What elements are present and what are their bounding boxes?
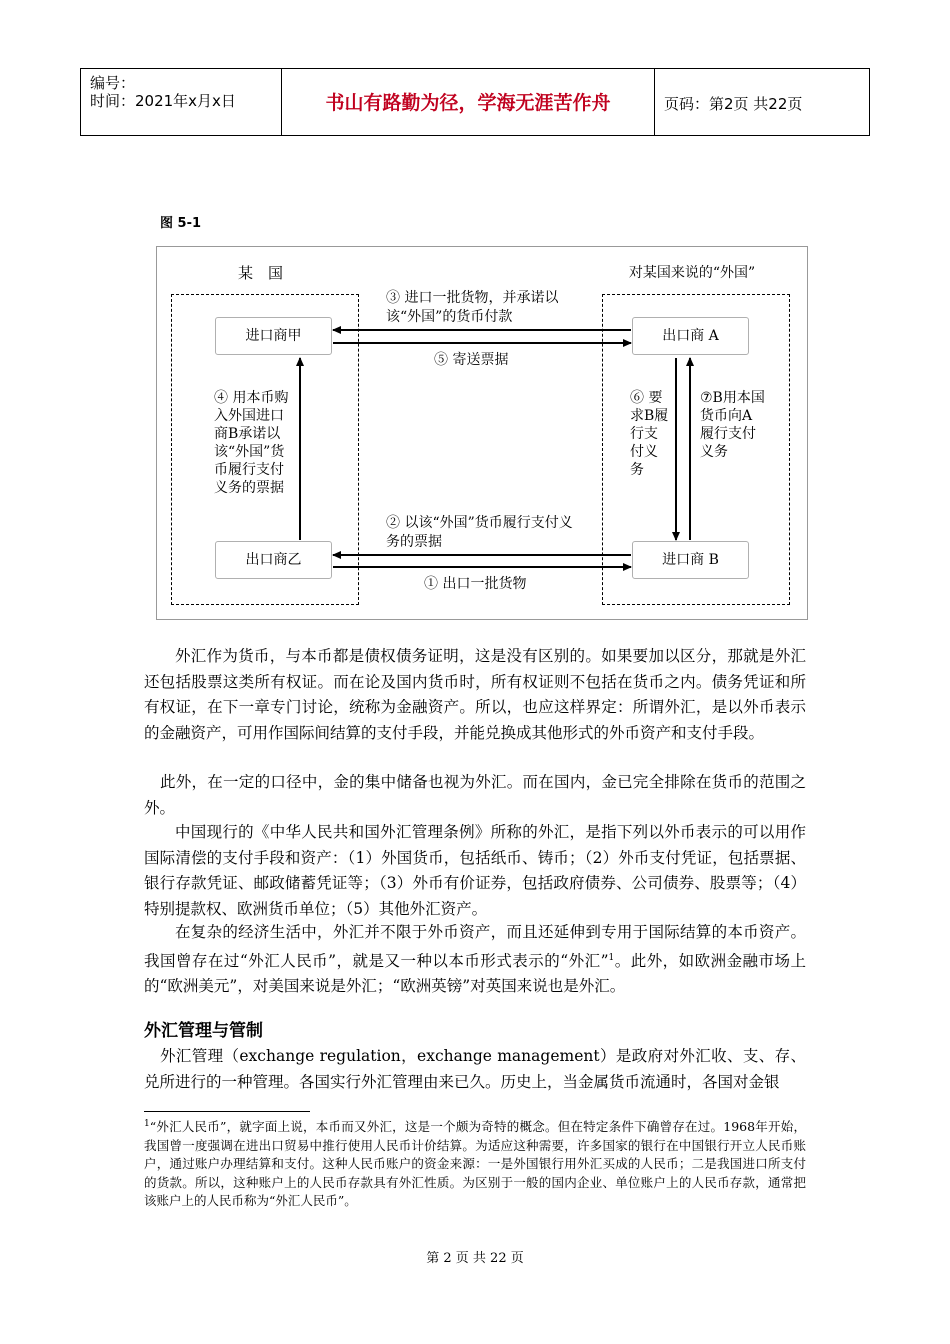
header-motto: 书山有路勤为径，学海无涯苦作舟	[325, 92, 611, 114]
step-6-label: ⑥ 要求B履行支付义务	[630, 390, 669, 478]
section-heading: 外汇管理与管制	[144, 1021, 263, 1041]
step-5-label: ⑤ 寄送票据	[434, 352, 509, 368]
party-importer-b: 进口商 B	[632, 541, 749, 579]
footnote-mark: 1	[144, 1119, 150, 1129]
paragraph: 外汇作为货币，与本币都是债权债务证明，这是没有区别的。如果要加以区分，那就是外汇还包括股票这类所有权证。而在论及国内货币时，所有权证则不包括在货币之内。债务凭证和所有权证，在下一章专门讨论，统称为金融资产。所以，也应这样界定：所谓外汇，是以外币表示的金融资产，可用作国际间结算的支付手段，并能兑换成其他形式的外币资产和支付手段。	[144, 647, 806, 742]
paragraph: 外汇管理（exchange regulation，exchange management）是政府对外汇收、支、存、兑所进行的一种管理。各国实行外汇管理由来已久。历史上，当金属货币流通时，各国对金银	[144, 1047, 806, 1091]
step-3-label: ③ 进口一批货物，并承诺以该“外国”的货币付款	[386, 290, 559, 325]
step-1-label: ① 出口一批货物	[424, 576, 527, 592]
footnote-ref[interactable]: 1	[608, 952, 615, 963]
page-footer: 第 2 页 共 22 页	[426, 1251, 524, 1266]
party-importer-a: 进口商甲	[215, 317, 332, 355]
paragraph-text: 在复杂的经济生活中，外汇并不限于外币资产，而且还延伸到专用于国际结算的本币资产。我国曾存在过“外汇人民币”，就是又一种以本币形式表示的“外汇”	[144, 923, 806, 970]
page-info: 页码：第2页 共22页	[664, 95, 803, 113]
region-label-foreign: 对某国来说的“外国”	[628, 265, 756, 281]
figure-caption: 图 5-1	[160, 216, 202, 231]
paragraph	[144, 920, 806, 1000]
party-exporter-a: 出口商 A	[632, 317, 749, 355]
region-label-domestic: 某 国	[238, 264, 284, 282]
step-7-label: ⑦B用本国货币向A履行支付义务	[700, 390, 765, 460]
paragraph: 中国现行的《中华人民共和国外汇管理条例》所称的外汇，是指下列以外币表示的可以用作国际清偿的支付手段和资产：（1）外国货币，包括纸币、铸币；（2）外币支付凭证，包括票据、银行存款凭证、邮政储蓄凭证等；（3）外币有价证券，包括政府债券、公司债券、股票等；（4）特别提款权、欧洲货币单位；（5）其他外汇资产。	[144, 823, 806, 918]
paragraph: 此外，在一定的口径中，金的集中储备也视为外汇。而在国内，金已完全排除在货币的范围之外。	[144, 773, 806, 817]
party-exporter-b: 出口商乙	[215, 541, 332, 579]
doc-number-label: 编号：	[90, 74, 136, 92]
step-4-label: ④ 用本币购入外国进口商B承诺以该“外国”货币履行支付义务的票据	[214, 390, 289, 496]
footnote-text: “外汇人民币”，就字面上说，本币而又外汇，这是一个颇为奇特的概念。但在特定条件下确曾存在过。1968年开始，我国曾一度强调在进出口贸易中推行使用人民币计价结算。为适应这种需要，许多国家的银行在中国银行开立人民币账户，通过账户办理结算和支付。这种人民币账户的资金来源：一是外国银行用外汇买成的人民币；二是我国进口所支付的货款。所以，这种账户上的人民币存款具有外汇性质。为区别于一般的国内企业、单位账户上的人民币存款，通常把该账户上的人民币称为“外汇人民币”。	[144, 1119, 806, 1209]
step-2-label: ② 以该“外国”货币履行支付义务的票据	[386, 515, 573, 550]
paragraph-text: 。此外，如欧洲金融市场上的“欧洲美元”，对美国来说是外汇；“欧洲英镑”对英国来说也是外汇。	[144, 951, 806, 996]
date-line: 时间：2021年x月x日	[90, 92, 236, 110]
footnote	[144, 1115, 806, 1211]
footnote-rule	[144, 1111, 310, 1112]
